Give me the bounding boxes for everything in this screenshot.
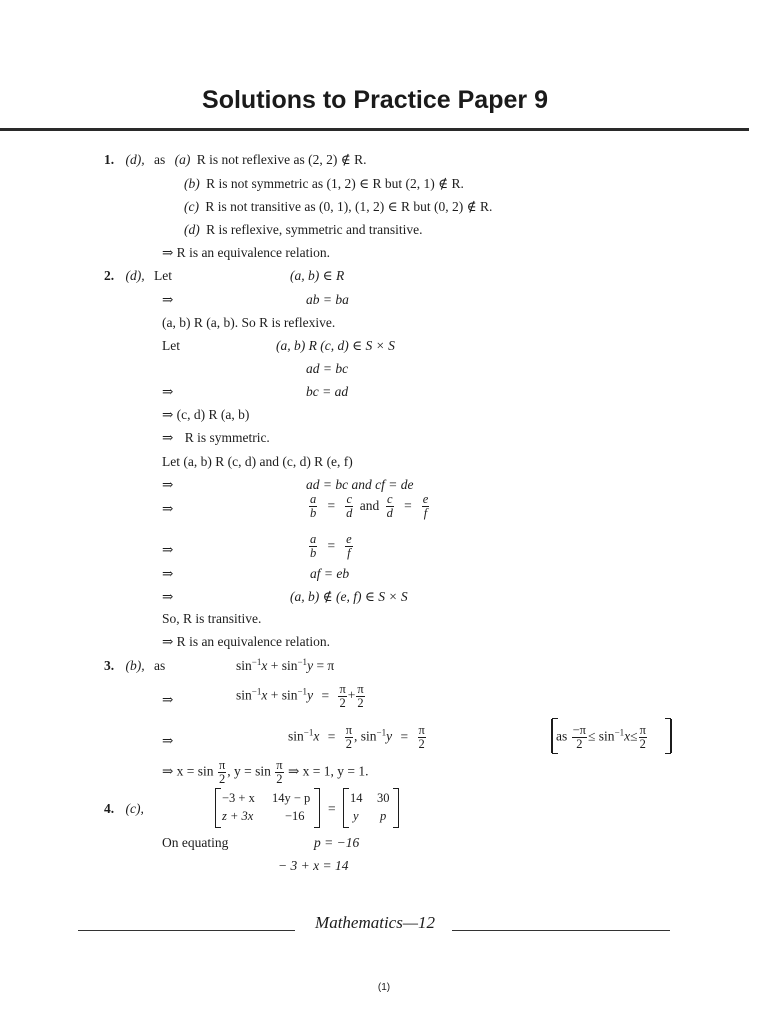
implies-arrow: ⇒ — [162, 501, 174, 516]
answer-choice: (c), — [125, 801, 144, 816]
as-text: as — [154, 658, 166, 673]
side-note: as $\frac{-\pi}{2}$ ≤ $\sin^{-1}x\le$ $\frac{\pi}{2}$ — [556, 723, 646, 751]
question-1-line-b — [184, 176, 464, 192]
answer-choice: (d), — [125, 152, 145, 167]
as-text: as — [154, 152, 166, 167]
equation: − 3 + x = 14 — [278, 858, 349, 873]
equals-sign: = — [328, 801, 336, 816]
fraction: $\frac{a}{b}$ — [310, 532, 317, 560]
implies-arrow: ⇒ — [162, 384, 174, 399]
part-label: (c) — [184, 199, 199, 214]
equation: (a, b) ∉ (e, f) ∈ S × S — [290, 589, 408, 604]
fraction: $\frac{\pi}{2}$ — [639, 723, 646, 751]
question-2-conclusion: ⇒ R is an equivalence relation. — [162, 634, 331, 649]
fraction: $\frac{\pi}{2}$ — [357, 682, 364, 710]
footer-rule-left — [78, 930, 295, 931]
equation: af = eb — [310, 566, 350, 581]
fraction: $\frac{a}{b}$ — [310, 492, 317, 520]
matrix-cell: y — [353, 809, 359, 823]
title-rule — [0, 128, 749, 131]
transitive-statement: So, R is transitive. — [162, 611, 262, 626]
matrix-cell: z + 3x — [222, 809, 254, 823]
question-number: 2. — [104, 268, 115, 283]
equation: ad = bc and cf = de — [306, 477, 414, 492]
footer-rule-right — [452, 930, 670, 931]
implies-arrow: ⇒ — [162, 430, 174, 445]
matrix-cell: −3 + x — [222, 791, 255, 805]
equation: ⇒ x = sin $\frac{\pi}{2}$ , y = sin $\frac{\pi}{2}$ ⇒ x = 1, y = 1. — [162, 758, 369, 786]
part-text: R is reflexive, symmetric and transitive. — [206, 222, 423, 237]
fraction: $\frac{-\pi}{2}$ — [572, 723, 586, 751]
equation: $\sin^{-1}x + \sin^{-1}y = \pi$ — [236, 657, 335, 673]
fraction: $\frac{\pi}{2}$ — [276, 758, 283, 786]
question-3-header — [104, 658, 165, 674]
question-1-conclusion: ⇒ R is an equivalence relation. — [162, 245, 331, 260]
equation: ad = bc — [306, 361, 349, 376]
symmetric-text: R is symmetric. — [184, 430, 270, 445]
answer-choice: (d), — [125, 268, 145, 283]
fraction: $\frac{\pi}{2}$ — [345, 723, 353, 751]
part-text: R is not reflexive as (2, 2) ∉ R. — [196, 152, 367, 167]
implies-arrow: ⇒ — [162, 477, 174, 492]
question-number: 1. — [104, 152, 115, 167]
part-text: R is not transitive as (0, 1), (1, 2) ∈ R but (0, 2) ∉ R. — [205, 199, 493, 214]
question-number: 3. — [104, 658, 115, 673]
let-statement: Let (a, b) R (c, d) and (c, d) R (e, f) — [162, 454, 353, 469]
equation: bc = ad — [306, 384, 349, 399]
question-1-line-c — [184, 199, 492, 215]
fraction: $\frac{e}{f}$ — [346, 532, 352, 560]
implies-arrow: ⇒ — [162, 566, 174, 581]
answer-choice: (b), — [125, 658, 145, 673]
matrix-cell: 30 — [377, 791, 390, 805]
part-text: R is not symmetric as (1, 2) ∈ R but (2, 1) ∉ R. — [206, 176, 464, 191]
question-2-header — [104, 268, 172, 284]
part-label: (a) — [174, 152, 191, 167]
fraction: $\frac{c}{d}$ — [386, 492, 393, 520]
equation: ⇒ (c, d) R (a, b) — [162, 407, 250, 422]
implies-arrow: ⇒ — [162, 542, 174, 557]
symmetric-statement — [162, 430, 270, 446]
page-title: Solutions to Practice Paper 9 — [202, 86, 548, 114]
equating-text: On equating — [162, 835, 229, 850]
matrix-cell: −16 — [285, 809, 305, 823]
equation: ab = ba — [306, 292, 349, 307]
matrix-cell: p — [380, 809, 387, 823]
let-text: Let — [154, 268, 172, 283]
question-1-line-a — [104, 152, 366, 168]
part-label: (b) — [184, 176, 200, 191]
fraction: $\frac{\pi}{2}$ — [418, 723, 425, 751]
footer-title: Mathematics—12 — [315, 913, 435, 932]
implies-arrow: ⇒ — [162, 692, 174, 707]
part-label: (d) — [184, 222, 200, 237]
reflexive-statement: (a, b) R (a, b). So R is reflexive. — [162, 315, 336, 330]
equation: p = −16 — [314, 835, 360, 850]
matrix-cell: 14 — [350, 791, 363, 805]
equation: (a, b) R (c, d) ∈ S × S — [276, 338, 395, 353]
question-number: 4. — [104, 801, 115, 816]
fraction: $\frac{e}{f}$ — [422, 492, 429, 520]
fraction-equation: $\frac{a}{b}$ = $\frac{e}{f}$ — [310, 532, 352, 560]
implies-arrow: ⇒ — [162, 733, 174, 748]
page-number: (1) — [377, 982, 391, 993]
equation: $\sin^{-1}x$ = $\frac{\pi}{2}$ , $\sin^{-1}y$ = $\frac{\pi}{2}$ — [288, 723, 425, 751]
implies-arrow: ⇒ — [162, 589, 174, 604]
question-1-line-d — [184, 222, 422, 238]
question-4-header — [104, 801, 144, 817]
let-text: Let — [162, 338, 180, 353]
fraction-equation: $\frac{a}{b}$ = $\frac{c}{d}$ and $\frac{c}{d}$ = $\frac{e}{f}$ — [310, 492, 429, 520]
matrix-cell: 14y − p — [272, 791, 311, 805]
equation: $\sin^{-1}x + \sin^{-1}y$ = $\frac{\pi}{2}$ + $\frac{\pi}{2}$ — [236, 682, 364, 710]
implies-arrow: ⇒ — [162, 292, 174, 307]
bracket-right — [665, 718, 671, 754]
fraction: $\frac{c}{d}$ — [346, 492, 353, 520]
equation: (a, b) ∈ R — [290, 268, 345, 283]
matrix-right — [343, 788, 399, 828]
matrix-left — [215, 788, 320, 828]
fraction: $\frac{\pi}{2}$ — [339, 682, 346, 710]
fraction: $\frac{\pi}{2}$ — [218, 758, 226, 786]
